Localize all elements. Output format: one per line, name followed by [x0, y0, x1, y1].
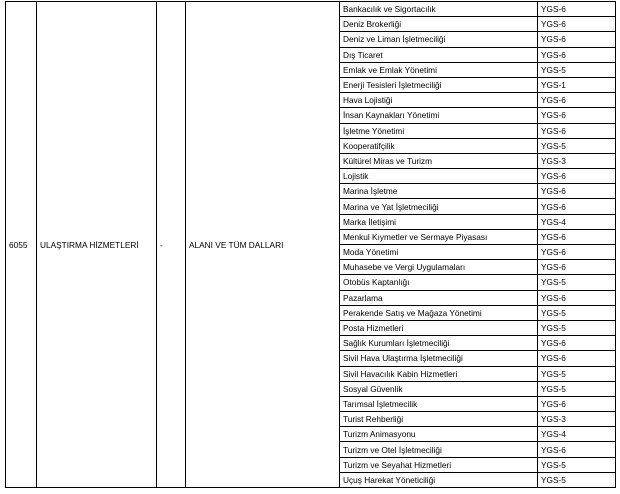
score-type-cell: YGS-5 — [538, 275, 616, 290]
score-type-cell: YGS-6 — [538, 184, 616, 199]
department-name-cell: Deniz Brokerliği — [340, 17, 538, 32]
program-table-body — [6, 2, 616, 488]
department-name-cell: Turizm ve Otel İşletmeciliği — [340, 442, 538, 457]
department-name-cell: Sağlık Kurumları İşletmeciliği — [340, 336, 538, 351]
score-type-cell: YGS-6 — [538, 336, 616, 351]
score-type-cell: YGS-4 — [538, 427, 616, 442]
department-name-cell: Pazarlama — [340, 290, 538, 305]
department-name-cell: Tarımsal İşletmecilik — [340, 396, 538, 411]
score-type-cell: YGS-6 — [538, 442, 616, 457]
score-type-cell: YGS-6 — [538, 169, 616, 184]
department-name-cell: Sivil Hava Ulaştırma İşletmeciliği — [340, 351, 538, 366]
department-name-cell: Muhasebe ve Vergi Uygulamaları — [340, 260, 538, 275]
score-type-cell: YGS-5 — [538, 305, 616, 320]
department-name-cell: İşletme Yönetimi — [340, 123, 538, 138]
score-type-cell: YGS-6 — [538, 2, 616, 17]
department-name-cell: Lojistik — [340, 169, 538, 184]
score-type-cell: YGS-5 — [538, 366, 616, 381]
department-name-cell: Kooperatifçilik — [340, 138, 538, 153]
department-name-cell: Perakende Satış ve Mağaza Yönetimi — [340, 305, 538, 320]
department-name-cell: Turizm Animasyonu — [340, 427, 538, 442]
department-name-cell: Marka İletişimi — [340, 214, 538, 229]
program-table — [5, 1, 616, 488]
department-name-cell: Marina İşletme — [340, 184, 538, 199]
score-type-cell: YGS-3 — [538, 153, 616, 168]
department-name-cell: Emlak ve Emlak Yönetimi — [340, 62, 538, 77]
code-cell: 6055 — [6, 2, 37, 488]
score-type-cell: YGS-6 — [538, 199, 616, 214]
department-name-cell: Sosyal Güvenlik — [340, 381, 538, 396]
department-name-cell: Posta Hizmetleri — [340, 320, 538, 335]
department-name-cell: Bankacılık ve Sigortacılık — [340, 2, 538, 17]
score-type-cell: YGS-6 — [538, 290, 616, 305]
department-name-cell: Sivil Havacılık Kabin Hizmetleri — [340, 366, 538, 381]
score-type-cell: YGS-5 — [538, 62, 616, 77]
score-type-cell: YGS-6 — [538, 351, 616, 366]
score-type-cell: YGS-6 — [538, 123, 616, 138]
score-type-cell: YGS-3 — [538, 412, 616, 427]
score-type-cell: YGS-6 — [538, 32, 616, 47]
department-name-cell: Turizm ve Seyahat Hizmetleri — [340, 457, 538, 472]
score-type-cell: YGS-4 — [538, 214, 616, 229]
score-type-cell: YGS-5 — [538, 320, 616, 335]
score-type-cell: YGS-6 — [538, 229, 616, 244]
table-row — [6, 2, 616, 17]
score-type-cell: YGS-6 — [538, 47, 616, 62]
score-type-cell: YGS-6 — [538, 108, 616, 123]
score-type-cell: YGS-5 — [538, 381, 616, 396]
field-cell: ALANI VE TÜM DALLARI — [186, 2, 340, 488]
department-name-cell: Dış Ticaret — [340, 47, 538, 62]
department-name-cell: Turist Rehberliği — [340, 412, 538, 427]
program-cell: ULAŞTIRMA HİZMETLERİ — [37, 2, 157, 488]
department-name-cell: Hava Lojistiği — [340, 93, 538, 108]
department-name-cell: Menkul Kıymetler ve Sermaye Piyasası — [340, 229, 538, 244]
department-name-cell: Otobüs Kaptanlığı — [340, 275, 538, 290]
score-type-cell: YGS-5 — [538, 457, 616, 472]
department-name-cell: Kültürel Miras ve Turizm — [340, 153, 538, 168]
score-type-cell: YGS-6 — [538, 245, 616, 260]
department-name-cell: Uçuş Harekat Yöneticiliği — [340, 472, 538, 487]
score-type-cell: YGS-6 — [538, 93, 616, 108]
score-type-cell: YGS-6 — [538, 260, 616, 275]
score-type-cell: YGS-6 — [538, 17, 616, 32]
score-type-cell: YGS-5 — [538, 472, 616, 487]
dash-cell: - — [157, 2, 186, 488]
department-name-cell: Enerji Tesisleri İşletmeciliği — [340, 77, 538, 92]
score-type-cell: YGS-6 — [538, 396, 616, 411]
department-name-cell: Marina ve Yat İşletmeciliği — [340, 199, 538, 214]
score-type-cell: YGS-5 — [538, 138, 616, 153]
department-name-cell: Moda Yönetimi — [340, 245, 538, 260]
score-type-cell: YGS-1 — [538, 77, 616, 92]
department-name-cell: Deniz ve Liman İşletmeciliği — [340, 32, 538, 47]
department-name-cell: İnsan Kaynakları Yönetimi — [340, 108, 538, 123]
